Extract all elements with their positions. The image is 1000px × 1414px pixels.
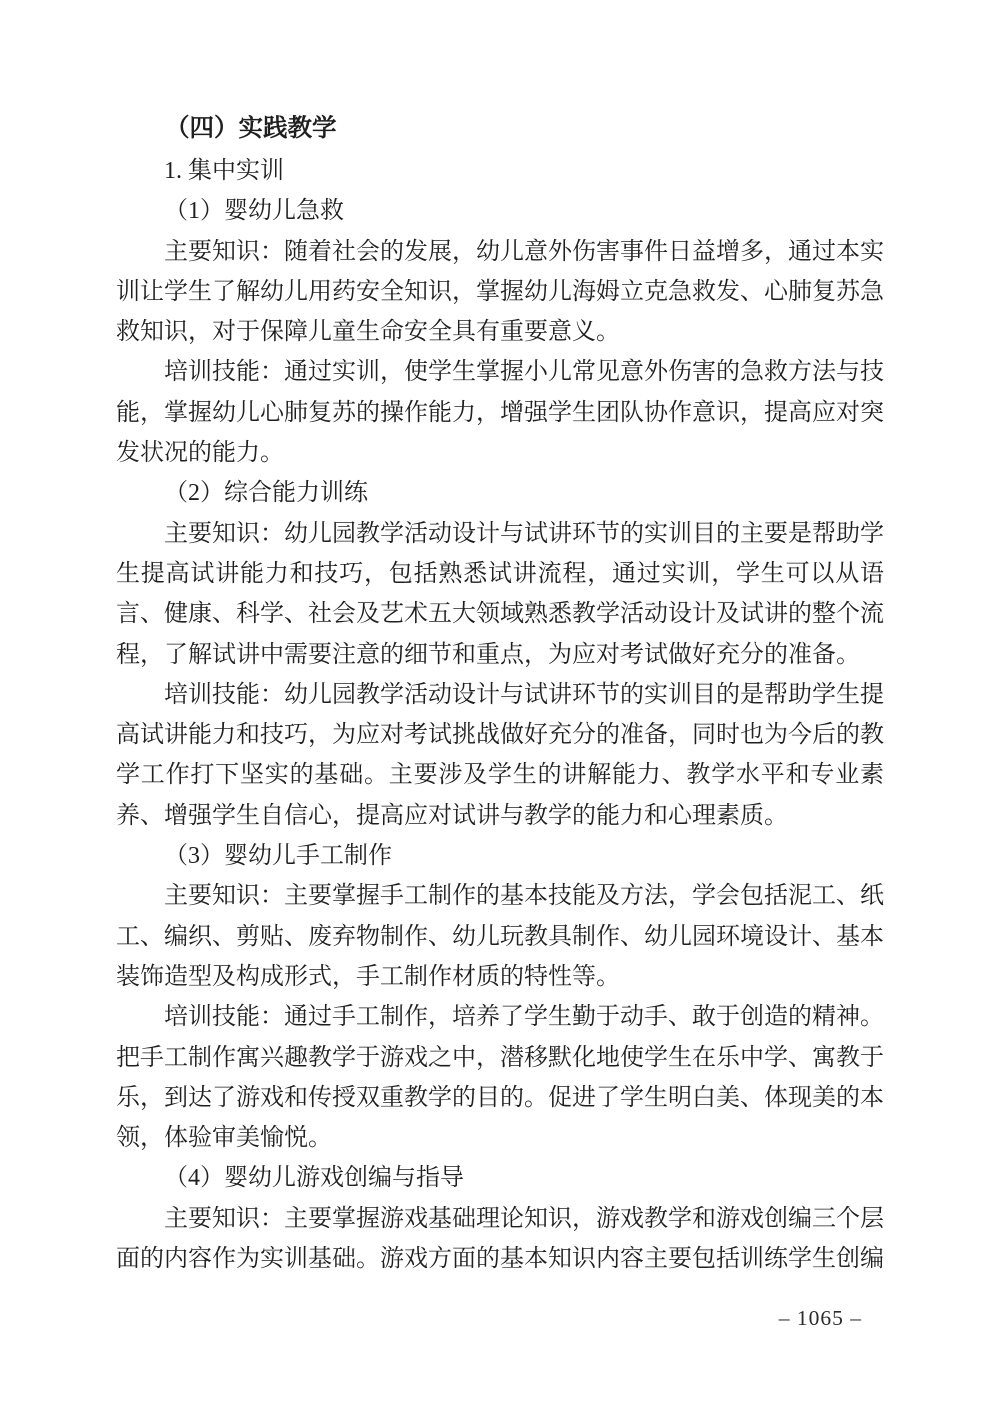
paragraph-comprehensive-knowledge: 主要知识：幼儿园教学活动设计与试讲环节的实训目的主要是帮助学生提高试讲能力和技巧，包括熟悉试讲流程，通过实训，学生可以从语言、健康、科学、社会及艺术五大领域熟悉教学活动设计及试讲的整个流程，了解试讲中需要注意的细节和重点，为应对考试做好充分的准备。 bbox=[116, 520, 884, 668]
subheading-handicraft: （3）婴幼儿手工制作 bbox=[164, 843, 392, 870]
document-body bbox=[116, 107, 884, 1279]
paragraph-game-knowledge: 主要知识：主要掌握游戏基础理论知识，游戏教学和游戏创编三个层面的内容作为实训基础。游戏方面的基本知识内容主要包括训练学生创编 bbox=[116, 1205, 884, 1273]
subheading-game-creation: （4）婴幼儿游戏创编与指导 bbox=[164, 1165, 464, 1192]
subheading-comprehensive-ability: （2）综合能力训练 bbox=[164, 480, 368, 507]
page-number: – 1065 – bbox=[778, 1306, 862, 1330]
subheading-infant-first-aid: （1）婴幼儿急救 bbox=[164, 198, 344, 225]
paragraph-handicraft-knowledge: 主要知识：主要掌握手工制作的基本技能及方法，学会包括泥工、纸工、编织、剪贴、废弃物制作、幼儿玩教具制作、幼儿园环境设计、基本装饰造型及构成形式，手工制作材质的特性等。 bbox=[116, 883, 884, 990]
subheading-concentrated-training: 1. 集中实训 bbox=[164, 158, 284, 184]
paragraph-first-aid-knowledge: 主要知识：随着社会的发展，幼儿意外伤害事件日益增多，通过本实训让学生了解幼儿用药安全知识，掌握幼儿海姆立克急救发、心肺复苏急救知识，对于保障儿童生命安全具有重要意义。 bbox=[116, 238, 884, 346]
section-heading: （四）实践教学 bbox=[165, 115, 337, 142]
paragraph-comprehensive-skills: 培训技能：幼儿园教学活动设计与试讲环节的实训目的是帮助学生提高试讲能力和技巧，为应对考试挑战做好充分的准备，同时也为今后的教学工作打下坚实的基础。主要涉及学生的讲解能力、教学水平和专业素养、增强学生自信心，提高应对试讲与教学的能力和心理素质。 bbox=[116, 681, 884, 829]
paragraph-first-aid-skills: 培训技能：通过实训，使学生掌握小儿常见意外伤害的急救方法与技能，掌握幼儿心肺复苏的操作能力，增强学生团队协作意识，提高应对突发状况的能力。 bbox=[116, 359, 884, 467]
paragraph-handicraft-skills: 培训技能：通过手工制作，培养了学生勤于动手、敢于创造的精神。把手工制作寓兴趣教学于游戏之中，潜移默化地使学生在乐中学、寓教于乐，到达了游戏和传授双重教学的目的。促进了学生明白美、体现美的本领，体验审美愉悦。 bbox=[116, 1004, 884, 1152]
